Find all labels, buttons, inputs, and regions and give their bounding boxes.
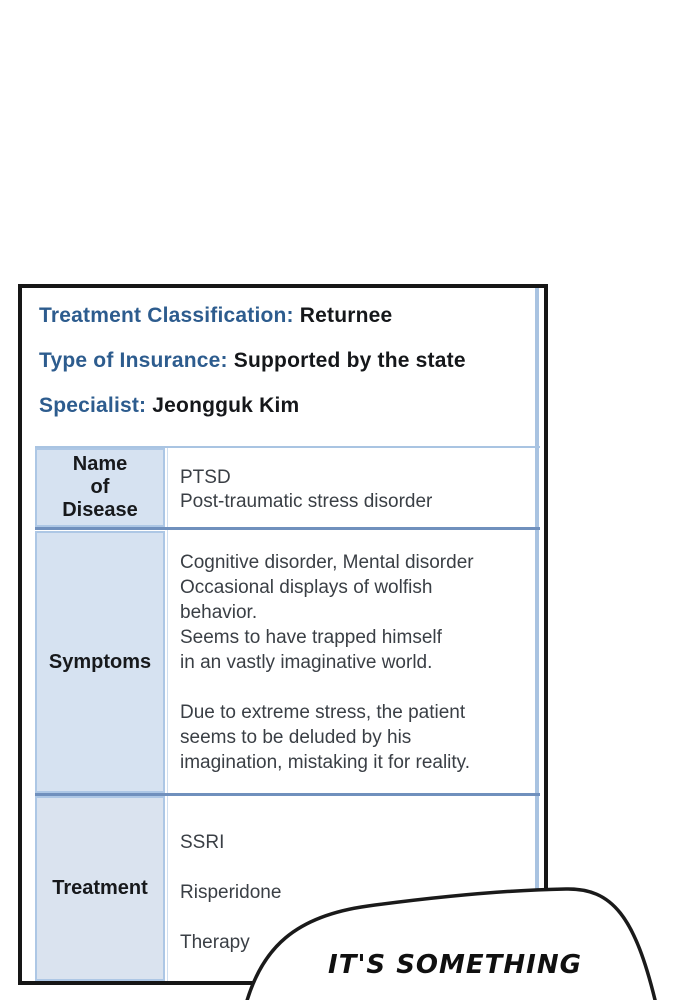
text-line: Symptoms: [48, 650, 152, 673]
text-line: Seems to have trapped himself: [180, 627, 442, 648]
text-line: Cognitive disorder, Mental disorder: [180, 552, 474, 573]
text-line: imagination, mistaking it for reality.: [180, 752, 471, 773]
speech-bubble-text: IT'S SOMETHING: [328, 950, 582, 980]
text-line: in an vastly imaginative world.: [180, 652, 433, 673]
text-line: behavior.: [180, 602, 258, 623]
speech-bubble-outline: [246, 889, 656, 1000]
text-line: of: [90, 476, 110, 498]
text-line: Post-traumatic stress disorder: [180, 491, 433, 512]
text-line: Therapy: [180, 932, 250, 953]
text-line: Treatment: [52, 877, 148, 899]
info-value: Supported by the state: [233, 349, 466, 372]
info-value: Returnee: [299, 304, 393, 327]
text-line: Occasional displays of wolfish: [180, 577, 433, 598]
text-line: Due to extreme stress, the patient: [180, 702, 466, 723]
text-line: seems to be deluded by his: [180, 727, 412, 748]
info-label: Type of Insurance:: [39, 349, 234, 372]
text-line: Risperidone: [180, 882, 282, 903]
text-line: PTSD: [180, 467, 231, 488]
text-line: SSRI: [180, 832, 225, 853]
info-label: Treatment Classification:: [39, 304, 300, 327]
info-value: Jeongguk Kim: [152, 394, 300, 417]
text-line: Disease: [62, 499, 138, 521]
text-line: Name: [72, 453, 128, 475]
info-label: Specialist:: [39, 394, 153, 417]
